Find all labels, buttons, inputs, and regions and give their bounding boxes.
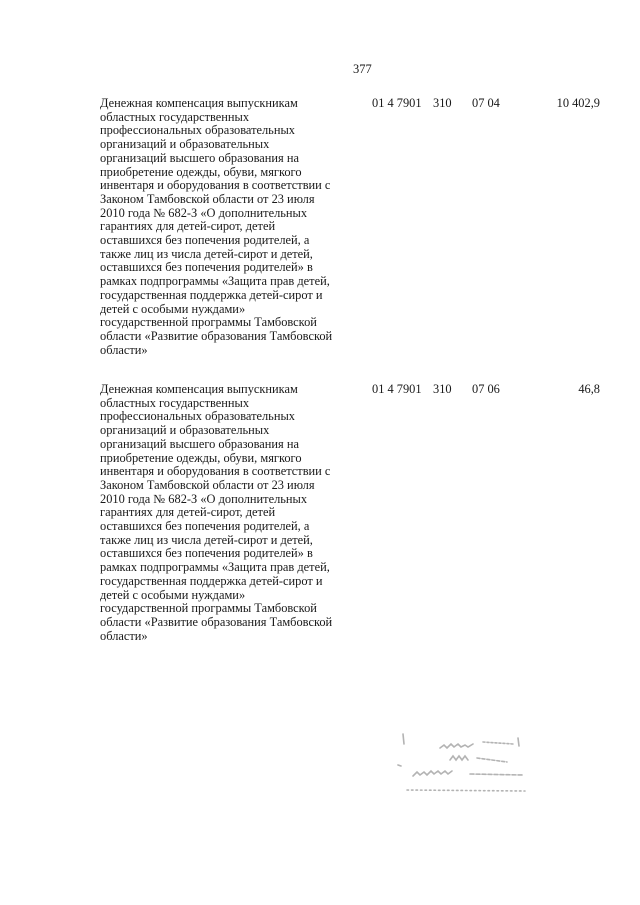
page-number: 377	[353, 62, 372, 76]
amount-value: 10 402,9	[556, 96, 600, 110]
faded-stamp-icon	[395, 730, 540, 800]
row-description: Денежная компенсация выпускникам областных государственных профессиональных образовательных организаций и образовательных организаций высшего образования на приобретение одежды, обуви, мягкого инвентаря и оборудования в соответствии с Законом Тамбовской области от 23 июля 2010 года № 682-З «О дополнительных гарантиях для детей-сирот, детей оставшихся без попечения родителей, а также лиц из числа детей-сирот и детей, оставшихся без попечения родителей» в рамках подпрограммы «Защита прав детей, государственная поддержка детей-сирот и детей с особыми нуждами» государственной программы Тамбовской области «Развитие образования Тамбовской области»	[100, 382, 333, 643]
section-subsection-code: 07 04	[472, 96, 500, 110]
row-description: Денежная компенсация выпускникам областных государственных профессиональных образовательных организаций и образовательных организаций высшего образования на приобретение одежды, обуви, мягкого инвентаря и оборудования в соответствии с Законом Тамбовской области от 23 июля 2010 года № 682-З «О дополнительных гарантиях для детей-сирот, детей оставшихся без попечения родителей, а также лиц из числа детей-сирот и детей, оставшихся без попечения родителей» в рамках подпрограммы «Защита прав детей, государственная поддержка детей-сирот и детей с особыми нуждами» государственной программы Тамбовской области «Развитие образования Тамбовской области»	[100, 96, 333, 357]
target-article-code: 01 4 7901	[372, 382, 422, 396]
section-subsection-code: 07 06	[472, 382, 500, 396]
expense-type-code: 310	[433, 96, 452, 110]
target-article-code: 01 4 7901	[372, 96, 422, 110]
expense-type-code: 310	[433, 382, 452, 396]
amount-value: 46,8	[578, 382, 600, 396]
